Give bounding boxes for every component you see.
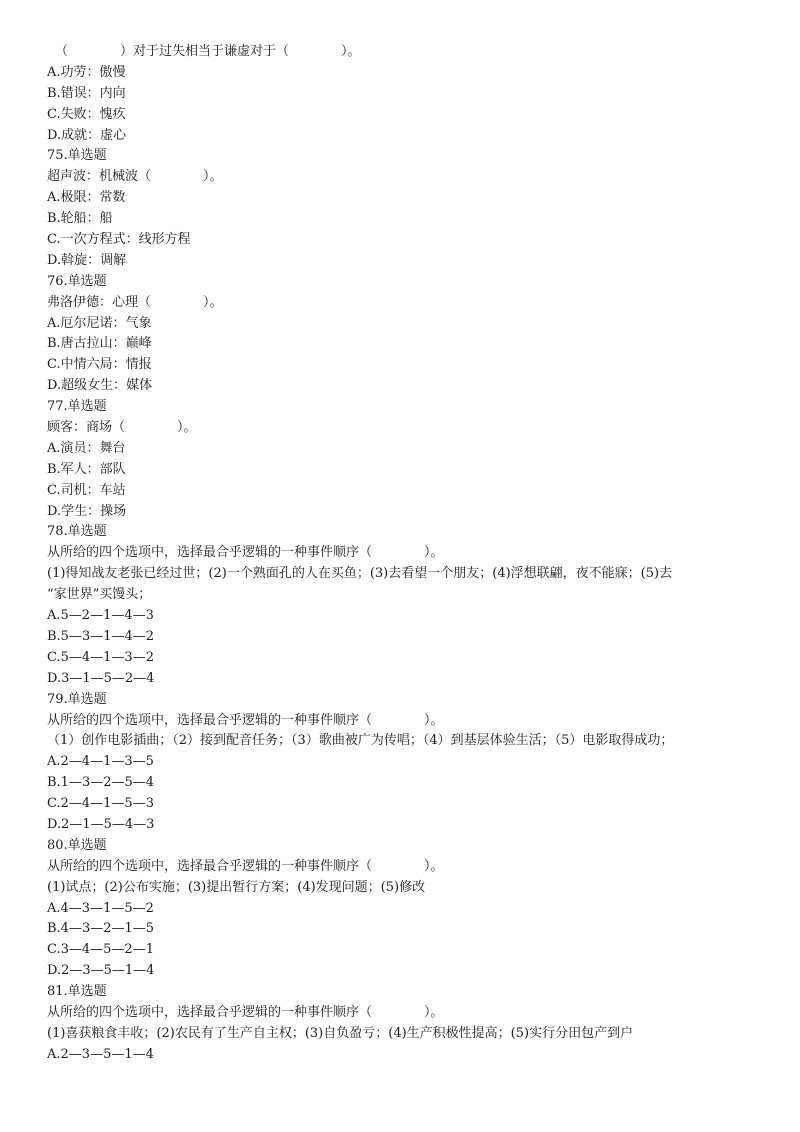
option-c: C.一次方程式：线形方程 [47,232,191,248]
option-c: C.2—4—1—5—3 [47,796,154,812]
question-stem: 弗洛伊德：心理（ ）。 [47,294,223,310]
option-c: C.失败：愧疚 [47,106,126,122]
option-b: B.错误：内向 [47,85,126,101]
option-b: B.轮船：船 [47,211,113,227]
question-79 [47,690,767,836]
event-list: (1)试点；(2)公布实施；(3)提出暂行方案；(4)发现问题；(5)修改 [47,879,426,895]
option-d: D.2—3—5—1—4 [47,963,155,979]
option-c: C.司机：车站 [47,482,126,498]
option-a: A.极限：常数 [47,190,126,206]
event-list-line-2: “家世界”买馒头； [47,587,152,603]
question-stem: 顾客：商场（ ）。 [47,420,197,436]
option-a: A.4—3—1—5—2 [47,900,154,916]
option-d: D.3—1—5—2—4 [47,670,155,686]
question-header: 78.单选题 [47,524,107,540]
option-b: B.军人：部队 [47,461,126,477]
option-a: A.2—3—5—1—4 [47,1046,154,1062]
question-header: 79.单选题 [47,691,107,707]
question-75 [47,146,767,271]
option-c: C.中情六局：情报 [47,357,152,373]
question-74 [47,42,767,146]
option-d: D.成就：虚心 [47,127,127,143]
exam-document [47,42,767,1066]
option-a: A.厄尔尼诺：气象 [47,315,152,331]
option-c: C.5—4—1—3—2 [47,649,154,665]
option-c: C.3—4—5—2—1 [47,942,154,958]
question-header: 76.单选题 [47,273,107,289]
option-d: D.2—1—5—4—3 [47,816,155,832]
option-d: D.学生：操场 [47,503,127,519]
question-stem: 超声波：机械波（ ）。 [47,169,223,185]
option-b: B.5—3—1—4—2 [47,628,155,644]
option-a: A.2—4—1—3—5 [47,754,154,770]
question-stem: 从所给的四个选项中，选择最合乎逻辑的一种事件顺序（ ）。 [47,545,444,561]
option-a: A.功劳：傲慢 [47,64,126,80]
question-header: 81.单选题 [47,984,107,1000]
question-stem: （ ）对于过失相当于谦虚对于（ ）。 [55,44,361,59]
question-header: 75.单选题 [47,148,107,164]
event-list: （1）创作电影插曲；（2）接到配音任务；（3）歌曲被广为传唱；（4）到基层体验生活；（5）电影取得成功； [47,733,674,749]
question-77 [47,397,767,522]
question-81 [47,982,767,1066]
question-78 [47,522,767,689]
question-header: 77.单选题 [47,399,107,415]
option-d: D.斡旋：调解 [47,252,127,268]
question-header: 80.单选题 [47,837,107,853]
option-b: B.唐古拉山：巅峰 [47,336,152,352]
option-b: B.1—3—2—5—4 [47,775,155,791]
event-list: (1)喜获粮食丰收；(2)农民有了生产自主权；(3)自负盈亏；(4)生产积极性提高；(5)实行分田包产到户 [47,1025,634,1041]
question-76 [47,272,767,397]
option-a: A.演员：舞台 [47,440,126,456]
question-80 [47,836,767,982]
option-b: B.4—3—2—1—5 [47,921,155,937]
question-stem: 从所给的四个选项中，选择最合乎逻辑的一种事件顺序（ ）。 [47,712,444,728]
question-stem: 从所给的四个选项中，选择最合乎逻辑的一种事件顺序（ ）。 [47,1004,444,1020]
option-d: D.超级女生：媒体 [47,378,153,394]
question-stem: 从所给的四个选项中，选择最合乎逻辑的一种事件顺序（ ）。 [47,858,444,874]
event-list-line-1: (1)得知战友老张已经过世；(2)一个熟面孔的人在买鱼；(3)去看望一个朋友；(4)浮想联翩，夜不能寐；(5)去 [47,566,673,582]
option-a: A.5—2—1—4—3 [47,608,154,624]
